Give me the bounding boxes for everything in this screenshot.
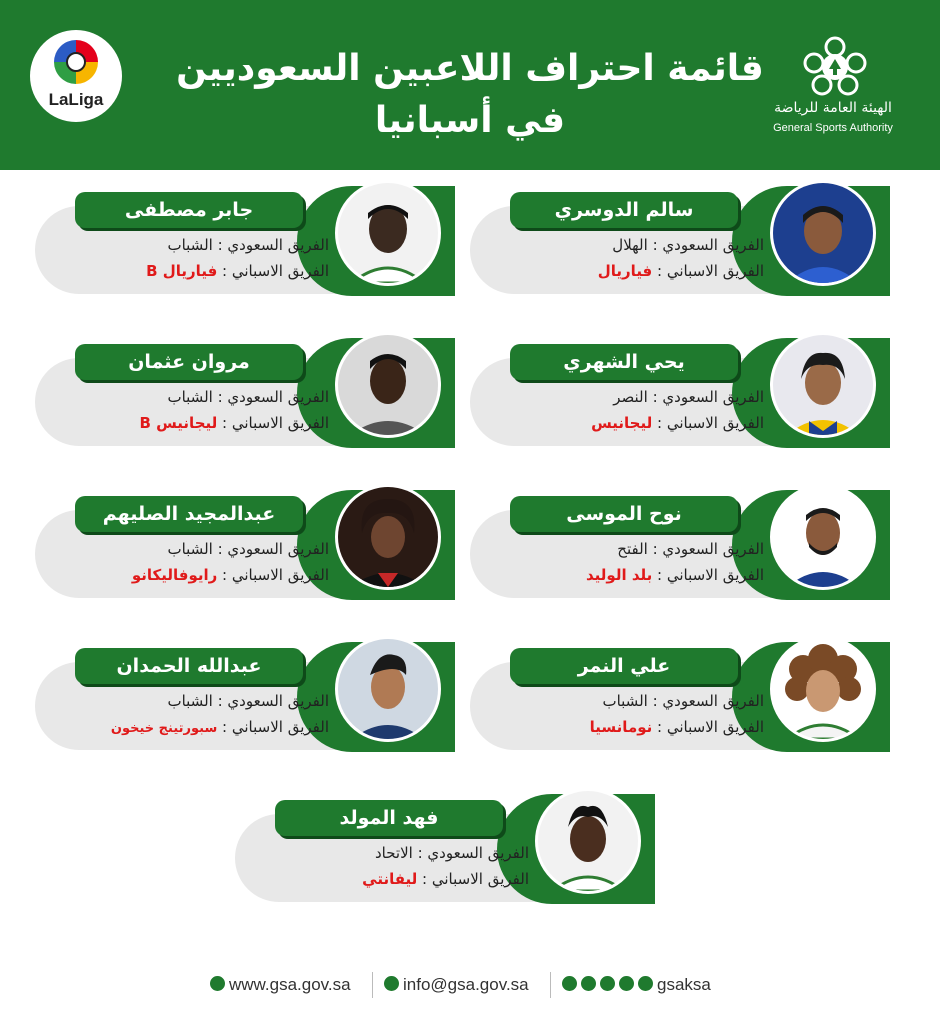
player-photo [770,636,876,742]
saudi-team-value: الشباب [167,236,213,254]
player-name: مروان عثمان [75,344,303,380]
gsa-name-arabic: الهيئة العامة للرياضة [774,100,892,116]
spanish-team-value: فياريال [597,262,653,280]
player-photo [335,636,441,742]
page-title-line-1: قائمة احتراف اللاعبين السعوديين [176,48,764,89]
saudi-team-line: الفريق السعودي : الفتح [617,540,764,558]
player-card [470,490,890,600]
laliga-logo-text: LaLiga [48,90,104,109]
social-links[interactable] [562,975,711,995]
saudi-team-line: الفريق السعودي : الشباب [167,692,329,710]
spanish-team-value: فياريال B [146,262,218,280]
header-banner [0,0,940,170]
website-link[interactable] [210,975,351,995]
player-photo [770,484,876,590]
saudi-team-value: الشباب [167,692,213,710]
saudi-team-value: الشباب [602,692,648,710]
social-handle: gsaksa [657,975,711,994]
spanish-team-value: ليجانيس B [139,414,218,432]
spanish-team-line: الفريق الاسباني : فياريال [597,262,764,280]
email-icon [384,976,399,991]
player-photo [770,332,876,438]
laliga-logo [30,30,122,122]
email-link[interactable] [384,975,529,995]
snapchat-icon[interactable] [619,976,634,991]
spanish-team-value: سبورتينج خيخون [110,721,218,736]
player-photo [535,788,641,894]
laliga-emblem-icon [54,40,98,84]
saudi-team-line: الفريق السعودي : النصر [613,388,764,406]
player-card [35,186,455,296]
footer-divider [550,972,551,998]
player-card [35,490,455,600]
saudi-team-line: الفريق السعودي : الاتحاد [374,844,529,862]
spanish-team-line: الفريق الاسباني : فياريال B [146,262,329,280]
spanish-team-line: الفريق الاسباني : ليجانيس [591,414,764,432]
website-text: www.gsa.gov.sa [229,975,351,994]
player-name: عبدالمجيد الصليهم [75,496,303,532]
saudi-team-line: الفريق السعودي : الهلال [612,236,764,254]
player-photo [335,484,441,590]
football-icon [66,52,86,72]
facebook-icon[interactable] [600,976,615,991]
globe-icon [210,976,225,991]
spanish-team-line: الفريق الاسباني : ليجانيس B [139,414,329,432]
saudi-team-value: الاتحاد [374,844,413,862]
player-name: عبدالله الحمدان [75,648,303,684]
player-card [470,642,890,752]
gsa-name-english: General Sports Authority [773,122,893,134]
saudi-team-line: الفريق السعودي : الشباب [167,236,329,254]
player-card [35,338,455,448]
instagram-icon[interactable] [581,976,596,991]
player-card [35,642,455,752]
saudi-team-line: الفريق السعودي : الشباب [167,540,329,558]
player-photo [335,180,441,286]
saudi-team-value: الشباب [167,388,213,406]
player-name: علي النمر [510,648,738,684]
player-name: جابر مصطفى [75,192,303,228]
footer-contact [200,968,740,1002]
player-card [470,186,890,296]
saudi-team-line: الفريق السعودي : الشباب [602,692,764,710]
footer-divider [372,972,373,998]
twitter-icon[interactable] [562,976,577,991]
saudi-team-value: النصر [613,388,648,406]
spanish-team-value: رايوفاليكانو [131,566,218,584]
gsa-emblem-icon [800,35,870,97]
saudi-team-value: الهلال [612,236,648,254]
page-title-line-2: في أسبانيا [374,100,566,141]
player-photo [770,180,876,286]
player-card [235,794,655,904]
player-name: نوح الموسى [510,496,738,532]
email-text: info@gsa.gov.sa [403,975,529,994]
spanish-team-value: بلد الوليد [586,566,653,584]
spanish-team-value: ليجانيس [591,414,653,432]
spanish-team-line: الفريق الاسباني : رايوفاليكانو [131,566,329,584]
spanish-team-line: الفريق الاسباني : سبورتينج خيخون [110,718,329,736]
player-name: يحي الشهري [510,344,738,380]
saudi-team-line: الفريق السعودي : الشباب [167,388,329,406]
player-name: سالم الدوسري [510,192,738,228]
spanish-team-line: الفريق الاسباني : نومانسيا [589,718,764,736]
spanish-team-line: الفريق الاسباني : بلد الوليد [586,566,764,584]
saudi-team-value: الفتح [617,540,648,558]
player-name: فهد المولد [275,800,503,836]
saudi-team-value: الشباب [167,540,213,558]
spanish-team-line: الفريق الاسباني : ليفانتي [362,870,529,888]
player-photo [335,332,441,438]
player-card [470,338,890,448]
spanish-team-value: ليفانتي [362,870,418,888]
spanish-team-value: نومانسيا [589,718,653,736]
youtube-icon[interactable] [638,976,653,991]
